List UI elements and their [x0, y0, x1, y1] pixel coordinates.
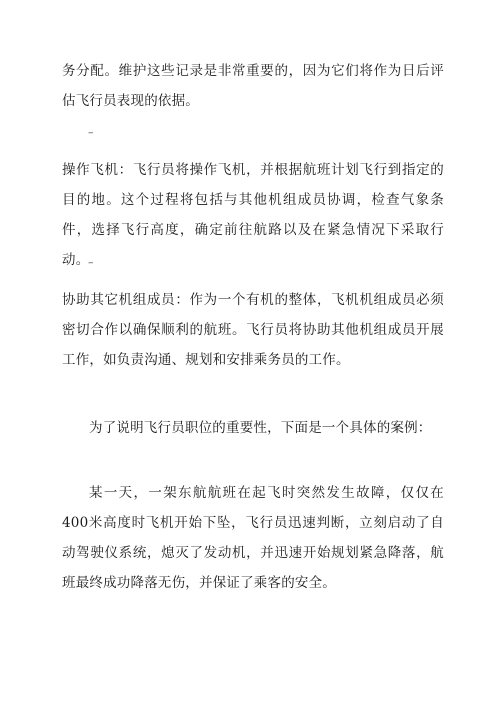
bullet-marker: –	[88, 256, 94, 269]
paragraph-assist-crew: 协助其它机组成员：作为一个有机的整体，飞机机组成员必须密切合作以确保顺利的航班。飞行员将协助其他机组成员开展工作，如负责沟通、规划和安排乘务员的工作。	[62, 292, 444, 368]
bullet-marker: –	[88, 126, 94, 139]
paragraph-operate-aircraft: 操作飞机：飞行员将操作飞机，并根据航班计划飞行到指定的目的地。这个过程将包括与其他机组成员协调，检查气象条件，选择飞行高度，确定前往航路以及在紧急情况下采取行动。	[62, 162, 444, 268]
paragraph-case-story: 某一天，一架东航航班在起飞时突然发生故障，仅仅在400米高度时飞机开始下坠，飞行员迅速判断，立刻启动了自动驾驶仪系统，熄灭了发动机，并迅速开始规划紧急降落，航班最终成功降落无伤，并保证了乘客的安全。	[62, 485, 444, 591]
paragraph-case-intro: 为了说明飞行员职位的重要性，下面是一个具体的案例：	[89, 420, 432, 436]
paragraph-task-records: 务分配。维护这些记录是非常重要的，因为它们将作为日后评估飞行员表现的依据。	[62, 63, 444, 109]
